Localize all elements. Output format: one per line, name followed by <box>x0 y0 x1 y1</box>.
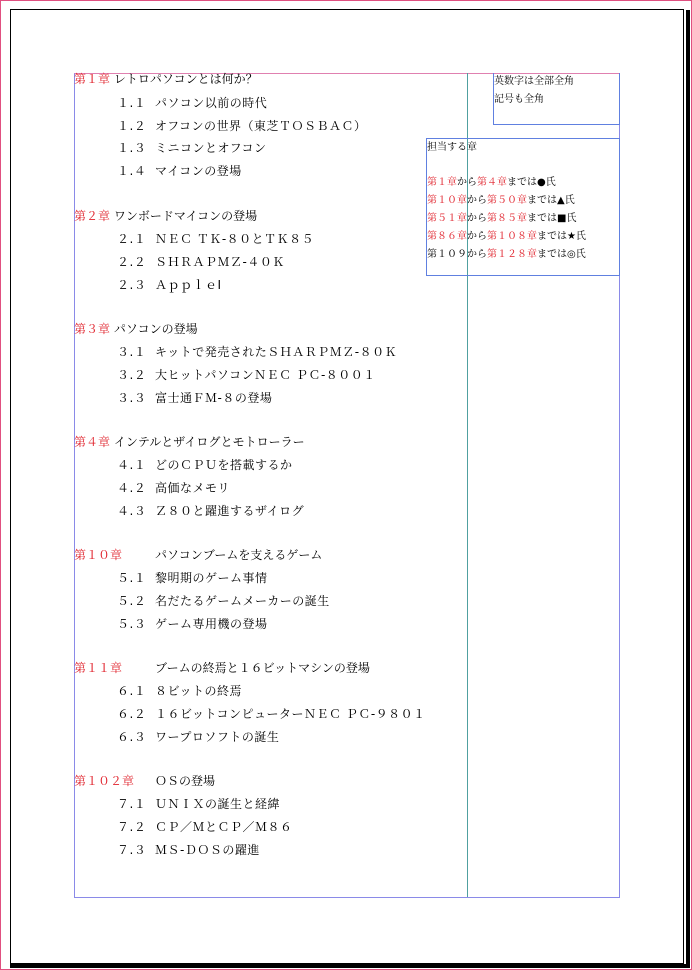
section-number: １.３ <box>117 141 147 155</box>
section-title: ８ビットの終焉 <box>155 684 243 698</box>
chapter-heading[interactable] <box>74 207 257 224</box>
section-title: ゲーム専用機の登場 <box>155 617 268 631</box>
assignment-title: 担当する章 <box>427 142 477 153</box>
chapter-number: 第１０章 <box>74 548 123 562</box>
end-chapter: 第５０章 <box>487 195 527 206</box>
end-chapter: 第４章 <box>477 177 507 188</box>
section-number: １.４ <box>117 164 147 178</box>
owner: ◎氏 <box>567 249 586 260</box>
section-title: ＳＨＲＡＰＭＺ-４０Ｋ <box>155 255 285 269</box>
chapter-number: 第３章 <box>74 322 111 336</box>
note-line: 英数字は全部全角 <box>494 76 574 87</box>
until-word: までは <box>537 249 567 260</box>
section-number: ７.１ <box>117 797 147 811</box>
section-number: ６.２ <box>117 707 147 721</box>
section-title: キットで発売されたＳＨＡＲＰＭＺ-８０Ｋ <box>155 345 398 359</box>
start-chapter: 第５１章 <box>427 213 467 224</box>
start-chapter: 第１章 <box>427 177 457 188</box>
section-number: ２.１ <box>117 232 147 246</box>
until-word: までは <box>507 177 537 188</box>
section-line[interactable] <box>117 276 222 293</box>
section-line[interactable] <box>117 253 285 270</box>
page-shadow <box>10 964 690 968</box>
section-number: ４.３ <box>117 504 147 518</box>
chapter-heading[interactable] <box>74 772 215 789</box>
section-line[interactable] <box>117 569 268 586</box>
section-number: ５.２ <box>117 594 147 608</box>
from-word: から <box>457 177 477 188</box>
until-word: までは <box>527 195 557 206</box>
section-title: ワープロソフトの誕生 <box>155 730 280 744</box>
section-number: ３.２ <box>117 368 147 382</box>
section-number: ７.２ <box>117 820 147 834</box>
section-line[interactable] <box>117 818 293 835</box>
assignment-row <box>427 209 576 224</box>
section-number: ５.１ <box>117 571 147 585</box>
note-line: 記号も全角 <box>494 94 544 105</box>
from-word: から <box>467 249 487 260</box>
section-number: ２.３ <box>117 278 147 292</box>
assignment-row <box>427 173 556 188</box>
start-chapter: 第１０章 <box>427 195 467 206</box>
section-number: ３.３ <box>117 391 147 405</box>
assignment-row <box>427 245 586 260</box>
section-title: 黎明期のゲーム事情 <box>155 571 268 585</box>
section-number: ６.１ <box>117 684 147 698</box>
section-title: オフコンの世界（東芝ＴＯＳＢＡＣ） <box>155 119 367 133</box>
owner: ●氏 <box>537 177 556 188</box>
section-line[interactable] <box>117 795 280 812</box>
owner: ★氏 <box>567 231 586 242</box>
chapter-title: レトロパソコンとは何か？ <box>113 72 258 86</box>
section-title: 大ヒットパソコンＮＥＣ ＰＣ-８００１ <box>155 368 376 382</box>
chapter-number: 第１０２章 <box>74 774 135 788</box>
section-title: 高価なメモリ <box>155 481 231 495</box>
section-line[interactable] <box>117 139 267 156</box>
section-line[interactable] <box>117 502 304 519</box>
section-title: 名だたるゲームメーカーの誕生 <box>155 594 330 608</box>
section-title: ＵＮＩＸの誕生と経緯 <box>155 797 281 811</box>
section-number: １.１ <box>117 96 147 110</box>
section-line[interactable] <box>117 456 293 473</box>
section-title: ＭＳ-ＤＯＳの躍進 <box>155 843 260 857</box>
assignment-row <box>427 227 586 242</box>
owner: ■氏 <box>557 213 577 224</box>
section-line[interactable] <box>117 479 230 496</box>
section-line[interactable] <box>117 94 267 111</box>
owner: ▲氏 <box>557 195 575 206</box>
chapter-title: インテルとザイログとモトローラー <box>113 435 305 449</box>
chapter-heading[interactable] <box>74 433 305 450</box>
section-line[interactable] <box>117 615 268 632</box>
section-number: １.２ <box>117 119 147 133</box>
section-title: ＡｐｐｌｅⅠ <box>155 278 222 292</box>
chapter-title: ワンボードマイコンの登場 <box>113 209 258 223</box>
section-title: どのＣＰＵを搭載するか <box>155 458 293 472</box>
chapter-title: パソコンの登場 <box>113 322 198 336</box>
chapter-title: ブームの終焉と１６ビットマシンの登場 <box>155 661 370 675</box>
section-line[interactable] <box>117 841 260 858</box>
section-title: ＮＥＣ ＴＫ-８０とＴＫ８５ <box>155 232 315 246</box>
section-number: ５.３ <box>117 617 147 631</box>
until-word: までは <box>537 231 567 242</box>
section-line[interactable] <box>117 728 279 745</box>
end-chapter: 第１２８章 <box>487 249 537 260</box>
chapter-title: ＯＳの登場 <box>155 774 216 788</box>
section-line[interactable] <box>117 389 272 406</box>
section-line[interactable] <box>117 343 397 360</box>
section-number: ４.１ <box>117 458 147 472</box>
section-line[interactable] <box>117 366 376 383</box>
section-title: ＣＰ／ＭとＣＰ／Ｍ８６ <box>155 820 293 834</box>
start-chapter: 第８６章 <box>427 231 467 242</box>
chapter-number: 第１章 <box>74 72 111 86</box>
chapter-heading[interactable] <box>74 546 322 563</box>
section-line[interactable] <box>117 117 367 134</box>
section-number: ４.２ <box>117 481 147 495</box>
end-chapter: 第８５章 <box>487 213 527 224</box>
section-number: ６.３ <box>117 730 147 744</box>
section-number: ７.３ <box>117 843 147 857</box>
chapter-number: 第２章 <box>74 209 111 223</box>
section-line[interactable] <box>117 705 426 722</box>
from-word: から <box>467 231 487 242</box>
end-chapter: 第１０８章 <box>487 231 537 242</box>
section-line[interactable] <box>117 230 314 247</box>
chapter-heading[interactable] <box>74 659 370 676</box>
from-word: から <box>467 213 487 224</box>
section-line[interactable] <box>117 682 242 699</box>
start-chapter: 第１０９ <box>427 249 467 260</box>
section-title: パソコン以前の時代 <box>155 96 268 110</box>
section-line[interactable] <box>117 592 330 609</box>
until-word: までは <box>527 213 557 224</box>
section-number: ２.２ <box>117 255 147 269</box>
from-word: から <box>467 195 487 206</box>
chapter-number: 第１１章 <box>74 661 123 675</box>
chapter-heading[interactable] <box>74 320 198 337</box>
chapter-title: パソコンブームを支えるゲーム <box>155 548 323 562</box>
section-title: Ｚ８０と躍進するザイログ <box>155 504 305 518</box>
section-number: ３.１ <box>117 345 147 359</box>
section-title: 富士通ＦＭ-８の登場 <box>155 391 273 405</box>
section-line[interactable] <box>117 162 242 179</box>
assignment-row <box>427 191 575 206</box>
page-shadow <box>686 10 690 968</box>
section-title: ミニコンとオフコン <box>155 141 267 155</box>
section-title: マイコンの登場 <box>155 164 242 178</box>
section-title: １６ビットコンピューターＮＥＣ ＰＣ-９８０１ <box>155 707 426 721</box>
chapter-number: 第４章 <box>74 435 111 449</box>
chapter-heading[interactable] <box>74 70 258 87</box>
